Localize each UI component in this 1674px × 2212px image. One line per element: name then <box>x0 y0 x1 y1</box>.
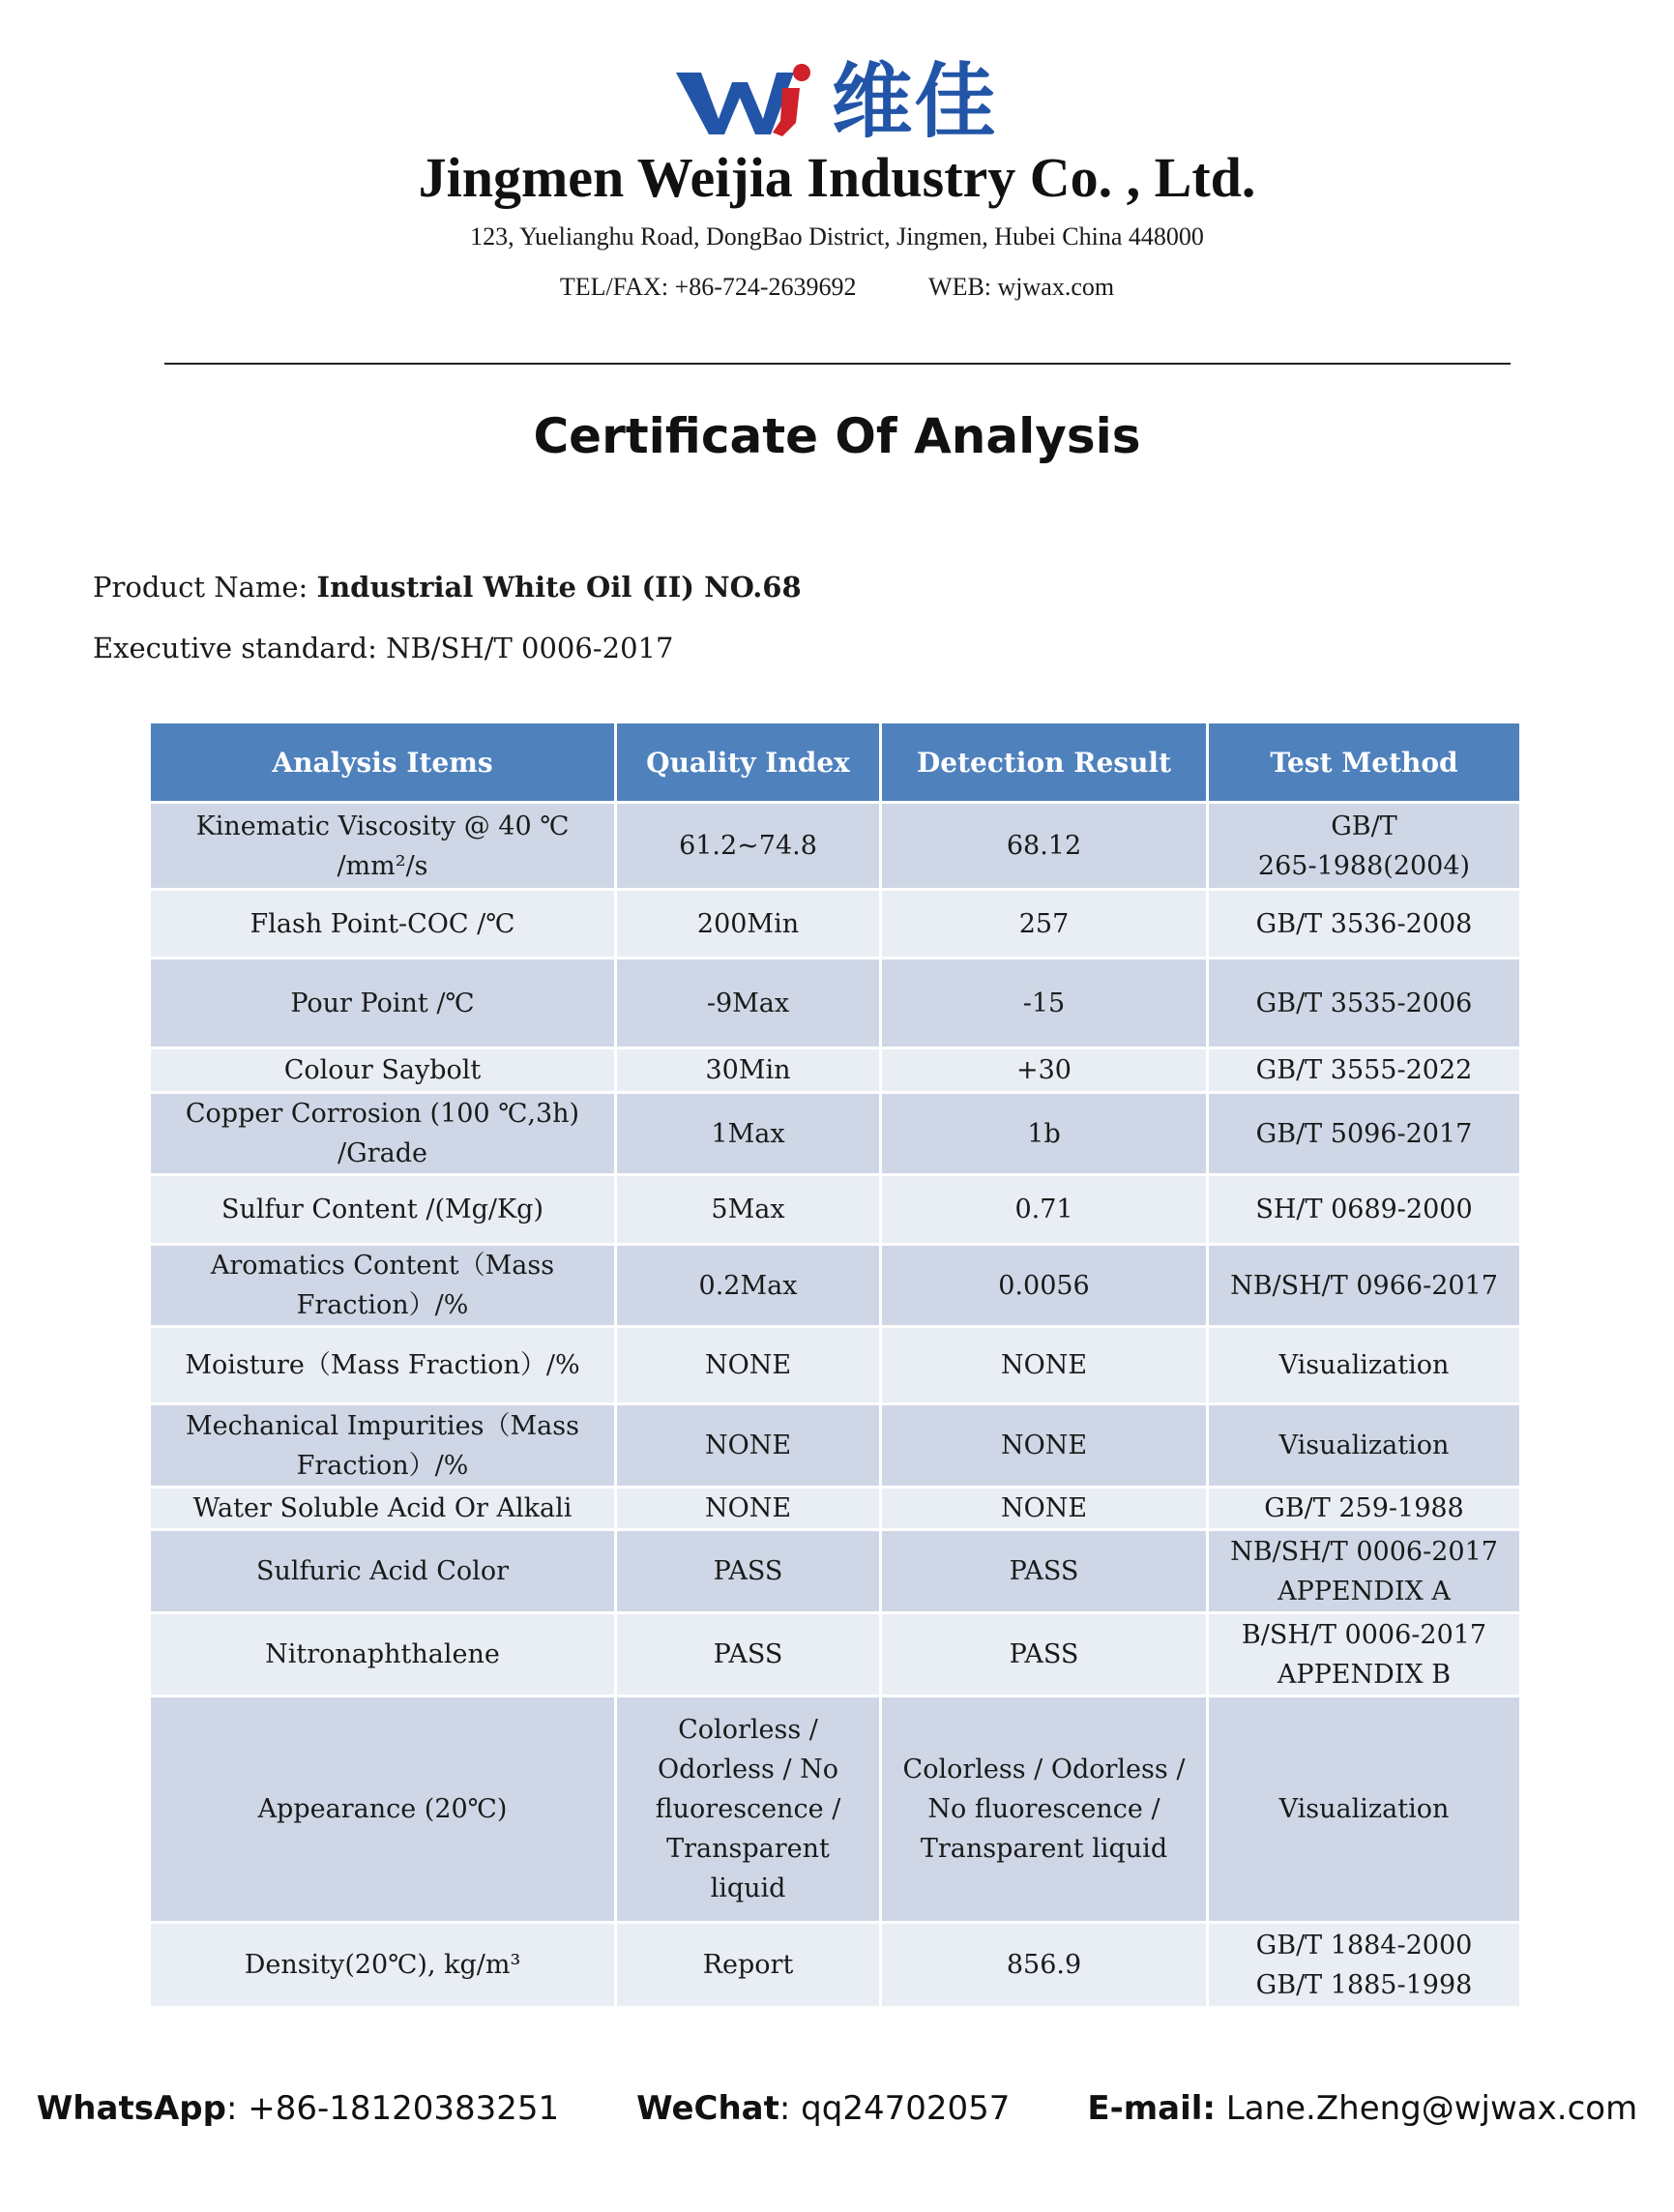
header-divider <box>164 363 1511 365</box>
table-header-row <box>150 723 1521 803</box>
header-detection-result: Detection Result <box>881 723 1208 803</box>
analysis-item: Mechanical Impurities（Mass Fraction）/% <box>150 1404 616 1488</box>
contact-line <box>0 273 1674 302</box>
header-quality-index: Quality Index <box>616 723 881 803</box>
quality-index: PASS <box>616 1530 881 1613</box>
analysis-item: Nitronaphthalene <box>150 1613 616 1696</box>
detection-result: 0.71 <box>881 1175 1208 1245</box>
analysis-item: Density(20℃), kg/m³ <box>150 1923 616 2008</box>
whatsapp-contact[interactable]: WhatsApp: +86-18120383251 <box>36 2089 560 2128</box>
analysis-item: Colour Saybolt <box>150 1048 616 1093</box>
test-method: Visualization <box>1208 1404 1521 1488</box>
product-name-value: Industrial White Oil (II) NO.68 <box>316 571 802 604</box>
quality-index: 5Max <box>616 1175 881 1245</box>
detection-result: Colorless / Odorless / No fluorescence / Transparent liquid <box>881 1696 1208 1923</box>
email-contact[interactable]: E-mail: Lane.Zheng@wjwax.com <box>1087 2089 1638 2128</box>
detection-result: NONE <box>881 1488 1208 1530</box>
company-name: Jingmen Weijia Industry Co. , Ltd. <box>418 146 1256 209</box>
analysis-table <box>148 721 1522 2009</box>
table-row <box>150 1245 1521 1327</box>
test-method: GB/T 5096-2017 <box>1208 1093 1521 1175</box>
quality-index: NONE <box>616 1327 881 1404</box>
wj-logo-icon <box>676 63 821 140</box>
quality-index: Report <box>616 1923 881 2008</box>
detection-result: 68.12 <box>881 803 1208 890</box>
detection-result: 1b <box>881 1093 1208 1175</box>
detection-result: 257 <box>881 890 1208 959</box>
website[interactable]: WEB: wjwax.com <box>928 273 1115 301</box>
footer-contacts <box>0 2089 1674 2128</box>
test-method: Visualization <box>1208 1327 1521 1404</box>
analysis-item: Flash Point-COC /℃ <box>150 890 616 959</box>
table-row <box>150 1175 1521 1245</box>
quality-index: 1Max <box>616 1093 881 1175</box>
table-row <box>150 1327 1521 1404</box>
detection-result: NONE <box>881 1327 1208 1404</box>
product-name-line <box>93 571 802 604</box>
standard-value: NB/SH/T 0006-2017 <box>386 632 674 664</box>
quality-index: -9Max <box>616 959 881 1048</box>
table-row <box>150 1093 1521 1175</box>
analysis-item: Sulfur Content /(Mg/Kg) <box>150 1175 616 1245</box>
test-method: GB/T 3535-2006 <box>1208 959 1521 1048</box>
test-method: NB/SH/T 0006-2017 APPENDIX A <box>1208 1530 1521 1613</box>
quality-index: 61.2~74.8 <box>616 803 881 890</box>
table-row <box>150 1488 1521 1530</box>
table-row <box>150 890 1521 959</box>
analysis-item: Water Soluble Acid Or Alkali <box>150 1488 616 1530</box>
header-test-method: Test Method <box>1208 723 1521 803</box>
test-method: B/SH/T 0006-2017 APPENDIX B <box>1208 1613 1521 1696</box>
detection-result: +30 <box>881 1048 1208 1093</box>
quality-index: 200Min <box>616 890 881 959</box>
test-method: NB/SH/T 0966-2017 <box>1208 1245 1521 1327</box>
analysis-item: Pour Point /℃ <box>150 959 616 1048</box>
analysis-item: Copper Corrosion (100 ℃,3h) /Grade <box>150 1093 616 1175</box>
analysis-item: Sulfuric Acid Color <box>150 1530 616 1613</box>
test-method: SH/T 0689-2000 <box>1208 1175 1521 1245</box>
analysis-item: Kinematic Viscosity @ 40 ℃ /mm²/s <box>150 803 616 890</box>
detection-result: PASS <box>881 1613 1208 1696</box>
test-method: Visualization <box>1208 1696 1521 1923</box>
company-logo <box>0 53 1674 150</box>
company-address: 123, Yuelianghu Road, DongBao District, Jingmen, Hubei China 448000 <box>470 222 1204 251</box>
detection-result: NONE <box>881 1404 1208 1488</box>
table-row <box>150 959 1521 1048</box>
product-name-label: Product Name: <box>93 571 317 604</box>
table-row <box>150 1613 1521 1696</box>
header-analysis-items: Analysis Items <box>150 723 616 803</box>
test-method: GB/T 3555-2022 <box>1208 1048 1521 1093</box>
table-row <box>150 1530 1521 1613</box>
document-title: Certificate Of Analysis <box>533 408 1141 464</box>
detection-result: 856.9 <box>881 1923 1208 2008</box>
table-row <box>150 1923 1521 2008</box>
detection-result: -15 <box>881 959 1208 1048</box>
test-method: GB/T 1884-2000 GB/T 1885-1998 <box>1208 1923 1521 2008</box>
table-row <box>150 1048 1521 1093</box>
table-row <box>150 1696 1521 1923</box>
analysis-item: Appearance (20℃) <box>150 1696 616 1923</box>
analysis-item: Aromatics Content（Mass Fraction）/% <box>150 1245 616 1327</box>
quality-index: NONE <box>616 1488 881 1530</box>
detection-result: PASS <box>881 1530 1208 1613</box>
quality-index: 0.2Max <box>616 1245 881 1327</box>
quality-index: 30Min <box>616 1048 881 1093</box>
test-method: GB/T 259-1988 <box>1208 1488 1521 1530</box>
detection-result: 0.0056 <box>881 1245 1208 1327</box>
quality-index: NONE <box>616 1404 881 1488</box>
executive-standard-line <box>93 632 673 664</box>
table-row <box>150 803 1521 890</box>
wechat-contact: WeChat: qq24702057 <box>636 2089 1011 2128</box>
analysis-item: Moisture（Mass Fraction）/% <box>150 1327 616 1404</box>
logo-chinese-text: 维佳 <box>831 54 998 149</box>
tel-fax: TEL/FAX: +86-724-2639692 <box>559 273 857 301</box>
test-method: GB/T 3536-2008 <box>1208 890 1521 959</box>
test-method: GB/T 265-1988(2004) <box>1208 803 1521 890</box>
standard-label: Executive standard: <box>93 632 387 664</box>
table-row <box>150 1404 1521 1488</box>
quality-index: PASS <box>616 1613 881 1696</box>
quality-index: Colorless / Odorless / No fluorescence / Transparent liquid <box>616 1696 881 1923</box>
